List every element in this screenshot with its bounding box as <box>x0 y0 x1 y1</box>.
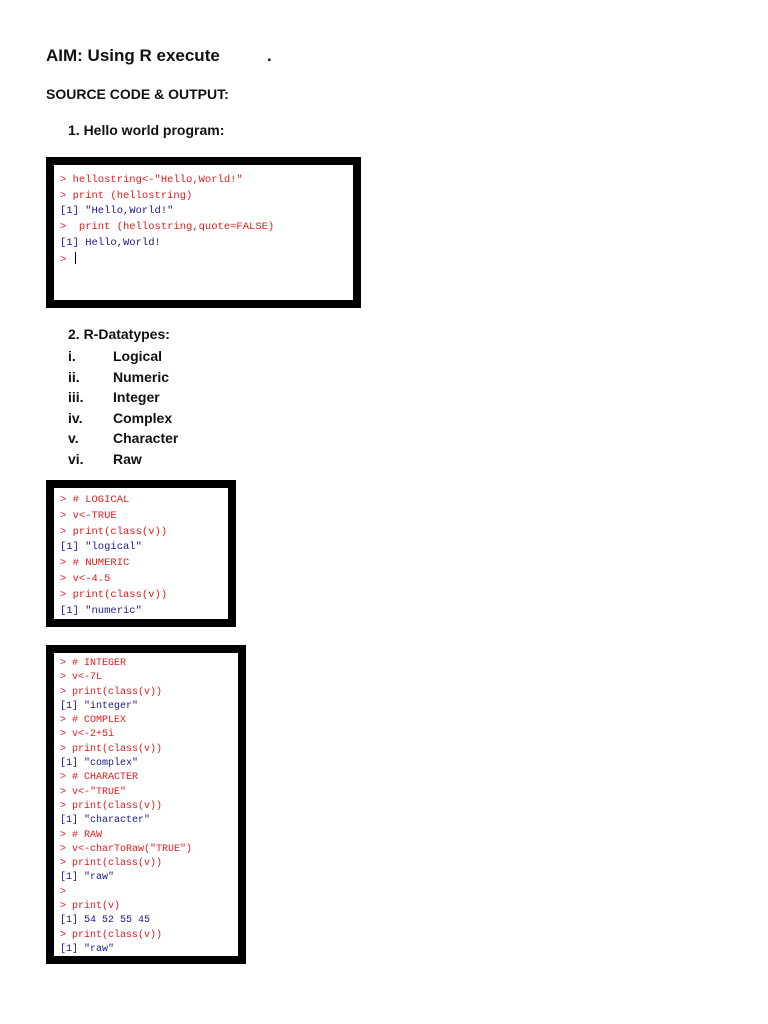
section-heading: SOURCE CODE & OUTPUT: <box>46 86 229 102</box>
console-input-line: > <box>60 252 347 269</box>
list-item <box>68 346 178 367</box>
console-output-line: [1] "raw" <box>60 943 115 955</box>
list-label: Character <box>113 430 179 446</box>
list-number: iii. <box>68 389 84 405</box>
list-item <box>68 408 178 429</box>
list-label: Integer <box>113 389 160 405</box>
console-input-line: > # LOGICAL <box>60 494 130 506</box>
console-input-line: > print (hellostring,quote=FALSE) <box>60 221 275 234</box>
console-input-line: > print(class(v)) <box>60 743 163 755</box>
console-input-line: > print(class(v)) <box>60 800 163 812</box>
list-number: vi. <box>68 450 84 467</box>
datatypes-heading: 2. R-Datatypes: <box>68 326 170 342</box>
console-output-line: [1] "numeric" <box>60 604 142 617</box>
console-input-line: > <box>60 886 67 898</box>
list-label: Numeric <box>113 368 170 385</box>
console-input-line: > print(class(v)) <box>60 858 163 870</box>
list-item <box>68 367 178 388</box>
console-output-line: [1] "Hello,World!" <box>60 205 174 218</box>
console-input-line: > v<-7L <box>60 672 103 684</box>
console-output-line: [1] "character" <box>60 815 151 827</box>
console-output-line: [1] "complex" <box>60 758 139 770</box>
logical-numeric-console <box>46 480 236 627</box>
console-output-line: [1] "logical" <box>60 541 142 554</box>
hello-world-heading: 1. Hello world program: <box>68 122 225 138</box>
console-input-line: > v<-charToRaw("TRUE") <box>60 843 193 855</box>
console-input-line: > v<-4.5 <box>60 572 111 585</box>
console-output-line: [1] Hello,World! <box>60 236 161 249</box>
list-label: Raw <box>113 450 142 467</box>
list-number: v. <box>68 430 79 446</box>
console-input-line: > print (hellostring) <box>60 189 193 202</box>
console-input-line: > print(class(v)) <box>60 525 168 538</box>
list-number: iv. <box>68 409 83 426</box>
list-item <box>68 428 178 449</box>
list-item <box>68 449 178 470</box>
console-input-line: > v<-2+5i <box>60 729 115 741</box>
console-input-line: > v<-TRUE <box>60 509 117 522</box>
integer-complex-character-raw-console <box>46 645 246 964</box>
console-input-line: > print(class(v)) <box>60 686 163 698</box>
console-output-line: [1] "raw" <box>60 872 115 884</box>
text-cursor <box>75 252 76 264</box>
list-label: Complex <box>113 409 173 426</box>
page-title: AIM: Using R execute . <box>46 46 272 65</box>
console-input-line: > print(class(v)) <box>60 588 168 601</box>
console-input-line: > # NUMERIC <box>60 557 130 570</box>
console-input-line: > # RAW <box>60 829 103 841</box>
console-input-line: > v<-"TRUE" <box>60 786 127 798</box>
console-input-line: > # CHARACTER <box>60 772 139 784</box>
console-input-line: > print(class(v)) <box>60 929 163 941</box>
console-input-line: > hellostring<-"Hello,World!" <box>60 174 243 186</box>
console-input-line: > # COMPLEX <box>60 715 127 727</box>
list-label: Logical <box>113 348 163 364</box>
hello-world-console <box>46 157 361 308</box>
console-input-line: > # INTEGER <box>60 658 127 669</box>
list-number: i. <box>68 348 76 364</box>
console-input-line: > print(v) <box>60 901 121 913</box>
console-output-line: [1] "integer" <box>60 700 139 712</box>
list-number: ii. <box>68 368 80 385</box>
list-item <box>68 387 178 408</box>
datatypes-list <box>68 346 178 469</box>
console-output-line: [1] 54 52 55 45 <box>60 915 151 927</box>
